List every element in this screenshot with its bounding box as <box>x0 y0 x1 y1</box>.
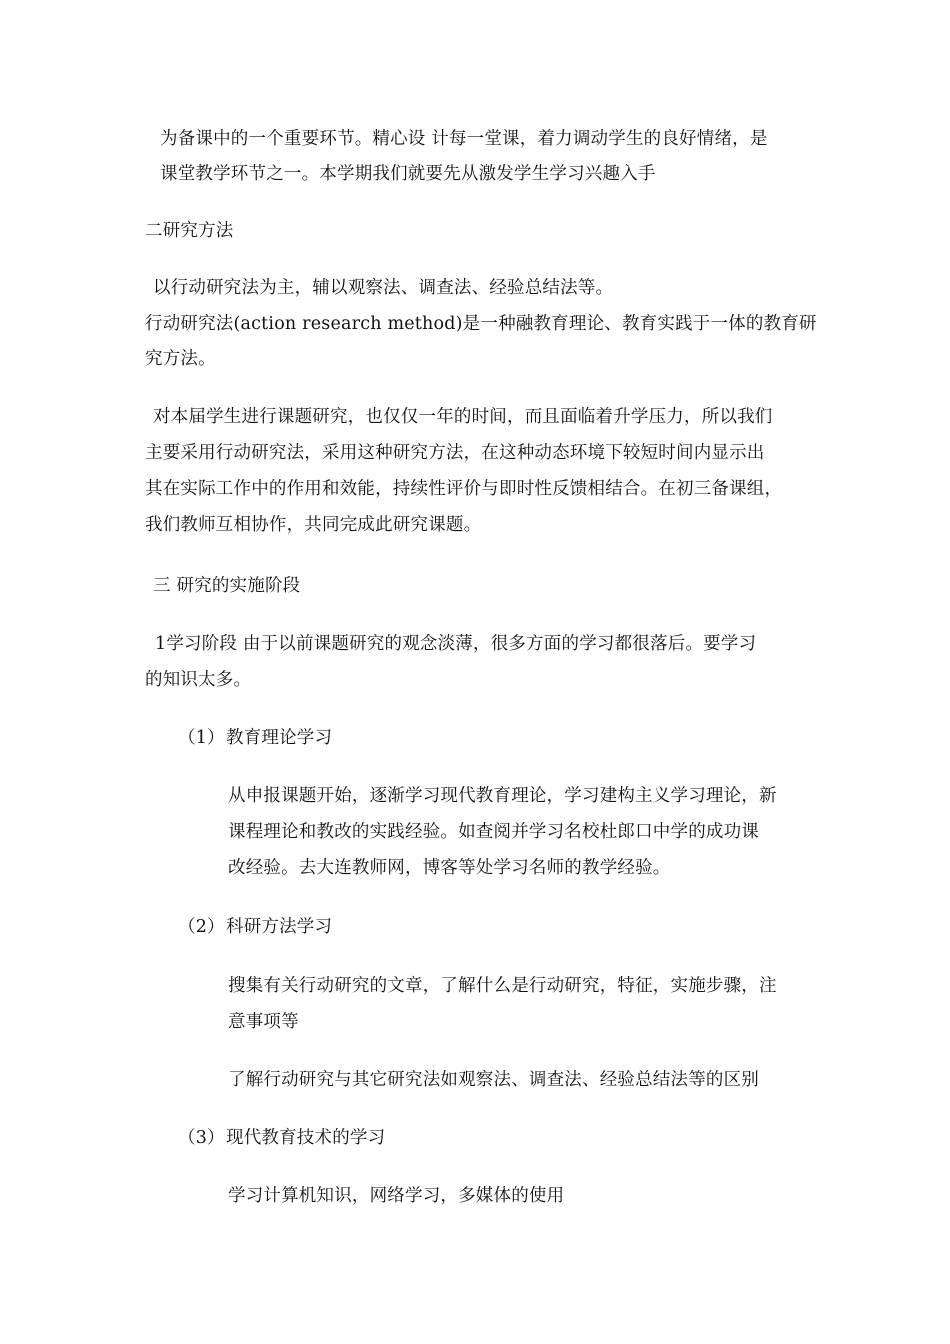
list-item-title: 科研方法学习 <box>226 917 333 937</box>
section-2-paragraph-2-line-2: 究方法。 <box>145 349 216 369</box>
section-2-paragraph-2-line-1: 行动研究法(action research method)是一种融教育理论、教育实践于一体的教育研 <box>145 314 817 334</box>
list-item-title: 教育理论学习 <box>226 728 333 748</box>
intro-line-2: 课堂教学环节之一。本学期我们就要先从激发学生学习兴趣入手 <box>160 164 656 184</box>
section-2-paragraph-3-line-2: 主要采用行动研究法，采用这种研究方法，在这种动态环境下较短时间内显示出 <box>145 443 765 463</box>
intro-line-1: 为备课中的一个重要环节。精心设 计每一堂课，着力调动学生的良好情绪，是 <box>160 129 768 149</box>
list-item-2-body-line-3: 了解行动研究与其它研究法如观察法、调查法、经验总结法等的区别 <box>228 1070 759 1090</box>
list-item-2-body-line-2: 意事项等 <box>228 1012 299 1032</box>
list-item-1-body-line-2: 课程理论和教改的实践经验。如查阅并学习名校杜郎口中学的成功课 <box>228 822 759 842</box>
list-item-1-body-line-3: 改经验。去大连教师网，博客等处学习名师的教学经验。 <box>228 858 671 878</box>
list-item-title: 现代教育技术的学习 <box>226 1128 386 1148</box>
stage-1-line-1: 1学习阶段 由于以前课题研究的观念淡薄，很多方面的学习都很落后。要学习 <box>155 634 757 654</box>
list-item-1-heading <box>178 727 332 749</box>
list-item-number: （2） <box>178 917 225 937</box>
list-item-number: （1） <box>178 728 225 748</box>
section-2-heading: 二研究方法 <box>145 221 234 241</box>
list-item-3-body-line-1: 学习计算机知识，网络学习，多媒体的使用 <box>228 1186 565 1206</box>
section-2-paragraph-3-line-3: 其在实际工作中的作用和效能，持续性评价与即时性反馈相结合。在初三备课组， <box>145 479 783 499</box>
list-item-number: （3） <box>178 1128 225 1148</box>
section-3-heading: 三 研究的实施阶段 <box>153 576 301 596</box>
list-item-2-body-line-1: 搜集有关行动研究的文章，了解什么是行动研究，特征，实施步骤，注 <box>228 976 777 996</box>
section-2-paragraph-1: 以行动研究法为主，辅以观察法、调查法、经验总结法等。 <box>153 278 614 298</box>
section-2-paragraph-3-line-4: 我们教师互相协作，共同完成此研究课题。 <box>145 515 482 535</box>
stage-1-line-2: 的知识太多。 <box>145 670 252 690</box>
list-item-3-heading <box>178 1127 385 1149</box>
list-item-1-body-line-1: 从申报课题开始，逐渐学习现代教育理论，学习建构主义学习理论，新 <box>228 786 777 806</box>
section-2-paragraph-3-line-1: 对本届学生进行课题研究，也仅仅一年的时间，而且面临着升学压力，所以我们 <box>153 407 773 427</box>
list-item-2-heading <box>178 916 332 938</box>
